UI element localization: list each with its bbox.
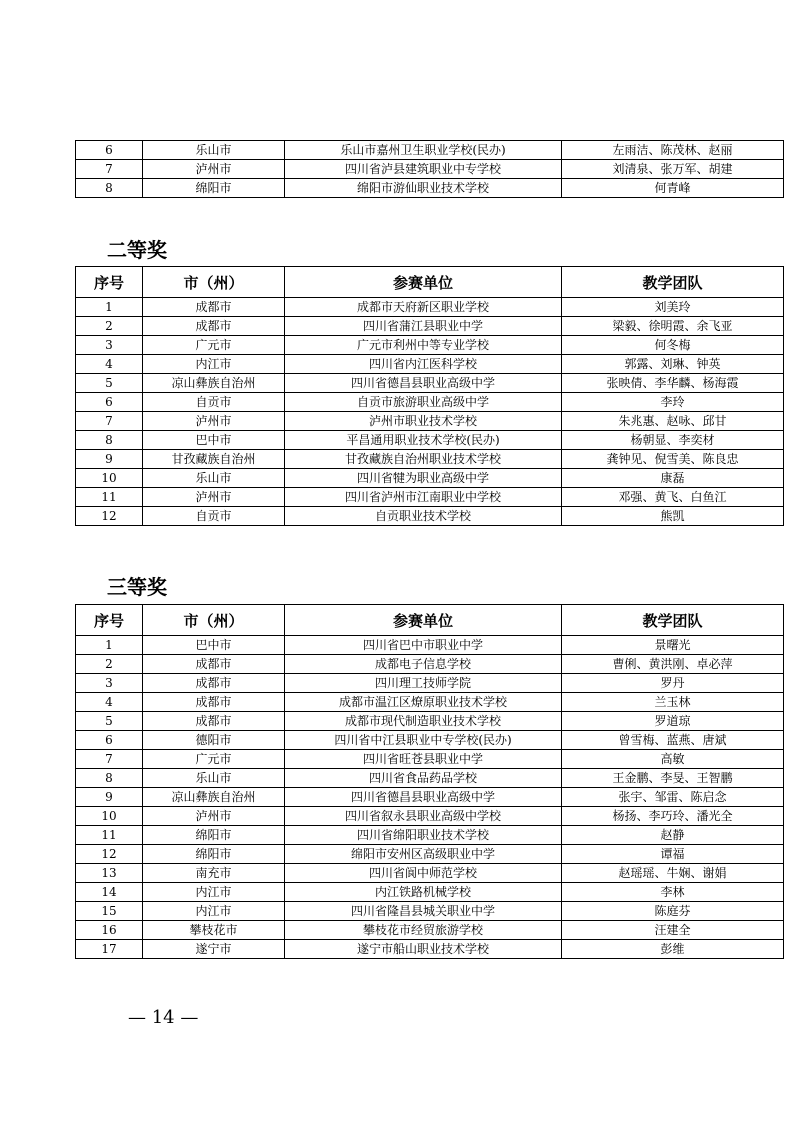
cell-index: 6	[76, 141, 143, 160]
cell-city: 成都市	[143, 712, 285, 731]
cell-unit: 四川省泸州市江南职业中学校	[285, 488, 562, 507]
third-prize-table	[75, 604, 784, 959]
cell-index: 8	[76, 179, 143, 198]
cell-index: 4	[76, 693, 143, 712]
table-row	[76, 712, 784, 731]
continued-table	[75, 140, 784, 198]
cell-city: 泸州市	[143, 807, 285, 826]
cell-city: 成都市	[143, 317, 285, 336]
cell-team: 左雨洁、陈茂林、赵丽	[562, 141, 784, 160]
cell-team: 赵瑶瑶、牛娴、谢娟	[562, 864, 784, 883]
cell-team: 康磊	[562, 469, 784, 488]
header-unit: 参赛单位	[285, 605, 562, 636]
table-row	[76, 940, 784, 959]
cell-team: 罗丹	[562, 674, 784, 693]
cell-index: 5	[76, 374, 143, 393]
cell-team: 曾雪梅、蓝燕、唐斌	[562, 731, 784, 750]
cell-team: 张映倩、李华麟、杨海霞	[562, 374, 784, 393]
cell-team: 陈庭芬	[562, 902, 784, 921]
cell-index: 7	[76, 160, 143, 179]
cell-team: 赵静	[562, 826, 784, 845]
cell-unit: 绵阳市游仙职业技术学校	[285, 179, 562, 198]
cell-team: 梁毅、徐明霞、余飞亚	[562, 317, 784, 336]
cell-index: 13	[76, 864, 143, 883]
header-team: 教学团队	[562, 267, 784, 298]
cell-unit: 成都市现代制造职业技术学校	[285, 712, 562, 731]
cell-team: 兰玉林	[562, 693, 784, 712]
table-row	[76, 769, 784, 788]
cell-index: 10	[76, 469, 143, 488]
cell-team: 何青峰	[562, 179, 784, 198]
cell-unit: 遂宁市船山职业技术学校	[285, 940, 562, 959]
cell-unit: 四川省犍为职业高级中学	[285, 469, 562, 488]
header-index: 序号	[76, 267, 143, 298]
table-row	[76, 655, 784, 674]
cell-index: 9	[76, 450, 143, 469]
header-index: 序号	[76, 605, 143, 636]
continued-table-body	[76, 141, 784, 198]
cell-city: 泸州市	[143, 488, 285, 507]
table-row	[76, 179, 784, 198]
table-row	[76, 731, 784, 750]
cell-city: 自贡市	[143, 393, 285, 412]
table-row	[76, 826, 784, 845]
table-row	[76, 864, 784, 883]
cell-city: 德阳市	[143, 731, 285, 750]
table-row	[76, 431, 784, 450]
table-row	[76, 750, 784, 769]
table-row	[76, 393, 784, 412]
cell-index: 17	[76, 940, 143, 959]
cell-index: 3	[76, 336, 143, 355]
table-row	[76, 674, 784, 693]
table-row	[76, 807, 784, 826]
cell-unit: 四川省内江医科学校	[285, 355, 562, 374]
cell-city: 绵阳市	[143, 826, 285, 845]
cell-index: 8	[76, 431, 143, 450]
table-row	[76, 374, 784, 393]
cell-unit: 自贡职业技术学校	[285, 507, 562, 526]
table-row	[76, 636, 784, 655]
cell-unit: 四川省德昌县职业高级中学	[285, 788, 562, 807]
cell-index: 1	[76, 298, 143, 317]
table-row	[76, 883, 784, 902]
cell-team: 谭福	[562, 845, 784, 864]
cell-team: 杨朝显、李奕材	[562, 431, 784, 450]
table-header	[76, 267, 784, 298]
cell-unit: 四川省食品药品学校	[285, 769, 562, 788]
cell-city: 内江市	[143, 902, 285, 921]
cell-unit: 四川省泸县建筑职业中专学校	[285, 160, 562, 179]
cell-index: 1	[76, 636, 143, 655]
cell-team: 汪建全	[562, 921, 784, 940]
header-team: 教学团队	[562, 605, 784, 636]
table-row	[76, 902, 784, 921]
cell-unit: 四川省德昌县职业高级中学	[285, 374, 562, 393]
cell-index: 10	[76, 807, 143, 826]
cell-city: 甘孜藏族自治州	[143, 450, 285, 469]
cell-team: 高敏	[562, 750, 784, 769]
cell-city: 南充市	[143, 864, 285, 883]
cell-unit: 四川省绵阳职业技术学校	[285, 826, 562, 845]
cell-city: 绵阳市	[143, 179, 285, 198]
cell-city: 绵阳市	[143, 845, 285, 864]
cell-index: 6	[76, 393, 143, 412]
cell-team: 张宇、邹雷、陈启念	[562, 788, 784, 807]
cell-city: 凉山彝族自治州	[143, 788, 285, 807]
cell-index: 2	[76, 655, 143, 674]
cell-unit: 绵阳市安州区高级职业中学	[285, 845, 562, 864]
cell-index: 12	[76, 845, 143, 864]
cell-unit: 平昌通用职业技术学校(民办)	[285, 431, 562, 450]
cell-team: 李玲	[562, 393, 784, 412]
cell-index: 14	[76, 883, 143, 902]
cell-team: 熊凯	[562, 507, 784, 526]
cell-city: 乐山市	[143, 141, 285, 160]
cell-index: 7	[76, 750, 143, 769]
table-row	[76, 845, 784, 864]
cell-unit: 广元市利州中等专业学校	[285, 336, 562, 355]
cell-team: 龚钟见、倪雪美、陈良忠	[562, 450, 784, 469]
page-number: — 14 —	[128, 1007, 199, 1028]
header-city: 市（州）	[143, 605, 285, 636]
cell-team: 曹俐、黄洪刚、卓必萍	[562, 655, 784, 674]
cell-team: 李林	[562, 883, 784, 902]
cell-index: 4	[76, 355, 143, 374]
header-city: 市（州）	[143, 267, 285, 298]
cell-index: 15	[76, 902, 143, 921]
cell-city: 内江市	[143, 883, 285, 902]
cell-city: 自贡市	[143, 507, 285, 526]
cell-city: 泸州市	[143, 160, 285, 179]
table-row	[76, 469, 784, 488]
cell-city: 内江市	[143, 355, 285, 374]
cell-index: 6	[76, 731, 143, 750]
cell-index: 8	[76, 769, 143, 788]
table-row	[76, 141, 784, 160]
cell-unit: 四川省隆昌县城关职业中学	[285, 902, 562, 921]
cell-city: 泸州市	[143, 412, 285, 431]
table-row	[76, 317, 784, 336]
table-row	[76, 412, 784, 431]
cell-city: 广元市	[143, 750, 285, 769]
cell-team: 何冬梅	[562, 336, 784, 355]
cell-index: 7	[76, 412, 143, 431]
cell-unit: 四川省阆中师范学校	[285, 864, 562, 883]
table-row	[76, 488, 784, 507]
cell-index: 2	[76, 317, 143, 336]
table-row	[76, 355, 784, 374]
cell-index: 16	[76, 921, 143, 940]
second-prize-title: 二等奖	[107, 238, 167, 262]
table-row	[76, 788, 784, 807]
third-prize-body	[76, 636, 784, 959]
cell-city: 成都市	[143, 655, 285, 674]
cell-unit: 四川省叙永县职业高级中学校	[285, 807, 562, 826]
cell-unit: 乐山市嘉州卫生职业学校(民办)	[285, 141, 562, 160]
cell-index: 11	[76, 488, 143, 507]
cell-team: 刘美玲	[562, 298, 784, 317]
cell-city: 遂宁市	[143, 940, 285, 959]
cell-city: 成都市	[143, 674, 285, 693]
cell-unit: 攀枝花市经贸旅游学校	[285, 921, 562, 940]
cell-team: 刘清泉、张万军、胡建	[562, 160, 784, 179]
third-prize-title: 三等奖	[107, 575, 167, 599]
cell-index: 3	[76, 674, 143, 693]
cell-index: 12	[76, 507, 143, 526]
cell-city: 乐山市	[143, 469, 285, 488]
cell-city: 乐山市	[143, 769, 285, 788]
cell-index: 11	[76, 826, 143, 845]
second-prize-body	[76, 298, 784, 526]
table-row	[76, 298, 784, 317]
cell-team: 景曙光	[562, 636, 784, 655]
cell-team: 杨扬、李巧玲、潘光全	[562, 807, 784, 826]
table-row	[76, 507, 784, 526]
cell-city: 成都市	[143, 693, 285, 712]
cell-unit: 四川省中江县职业中专学校(民办)	[285, 731, 562, 750]
cell-unit: 泸州市职业技术学校	[285, 412, 562, 431]
cell-city: 凉山彝族自治州	[143, 374, 285, 393]
cell-unit: 四川省巴中市职业中学	[285, 636, 562, 655]
table-row	[76, 450, 784, 469]
table-row	[76, 921, 784, 940]
cell-index: 9	[76, 788, 143, 807]
cell-index: 5	[76, 712, 143, 731]
header-unit: 参赛单位	[285, 267, 562, 298]
table-row	[76, 336, 784, 355]
cell-unit: 内江铁路机械学校	[285, 883, 562, 902]
cell-unit: 自贡市旅游职业高级中学	[285, 393, 562, 412]
cell-city: 广元市	[143, 336, 285, 355]
cell-unit: 四川理工技师学院	[285, 674, 562, 693]
cell-team: 彭维	[562, 940, 784, 959]
table-row	[76, 693, 784, 712]
cell-city: 巴中市	[143, 636, 285, 655]
second-prize-table	[75, 266, 784, 526]
cell-unit: 成都电子信息学校	[285, 655, 562, 674]
cell-city: 成都市	[143, 298, 285, 317]
cell-unit: 四川省旺苍县职业中学	[285, 750, 562, 769]
table-header	[76, 605, 784, 636]
cell-unit: 四川省蒲江县职业中学	[285, 317, 562, 336]
cell-unit: 成都市天府新区职业学校	[285, 298, 562, 317]
cell-team: 朱兆惠、赵咏、邱甘	[562, 412, 784, 431]
table-row	[76, 160, 784, 179]
cell-team: 罗道琼	[562, 712, 784, 731]
cell-team: 王金鹏、李旻、王智鹏	[562, 769, 784, 788]
cell-city: 巴中市	[143, 431, 285, 450]
cell-unit: 成都市温江区燎原职业技术学校	[285, 693, 562, 712]
cell-city: 攀枝花市	[143, 921, 285, 940]
cell-team: 邓强、黄飞、白鱼江	[562, 488, 784, 507]
cell-team: 郭露、刘琳、钟英	[562, 355, 784, 374]
cell-unit: 甘孜藏族自治州职业技术学校	[285, 450, 562, 469]
